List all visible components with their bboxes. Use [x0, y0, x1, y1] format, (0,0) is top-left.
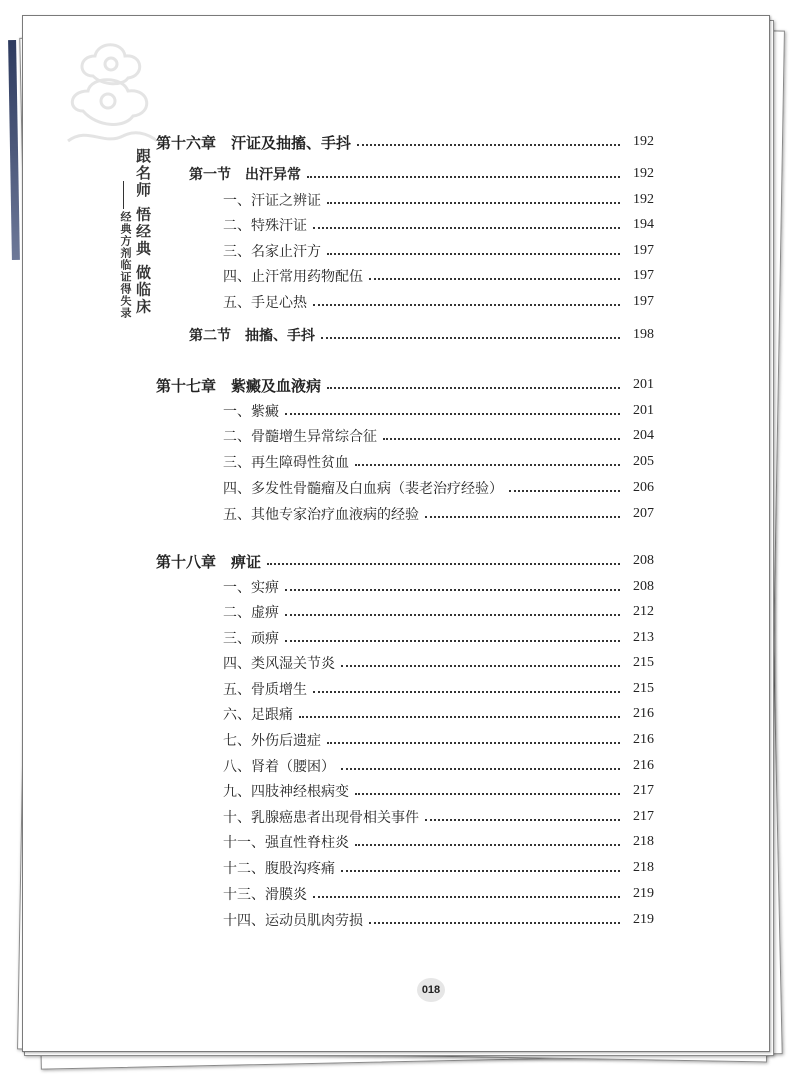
dot-leader	[425, 516, 620, 518]
toc-item	[223, 653, 654, 673]
dot-leader	[355, 844, 620, 846]
toc-page: 216	[633, 732, 654, 747]
toc-item	[223, 452, 654, 472]
toc-page: 207	[633, 506, 654, 521]
toc-page: 219	[633, 886, 654, 901]
toc-label: 第十七章 紫癜及血液病	[156, 375, 325, 396]
toc-item	[223, 577, 654, 597]
toc-label: 五、手足心热	[223, 292, 311, 312]
toc-page: 198	[633, 327, 654, 342]
toc-page: 206	[633, 480, 654, 495]
toc-item	[223, 292, 654, 312]
dot-leader	[321, 337, 620, 339]
toc-item	[223, 884, 654, 904]
toc-label: 第十八章 痹证	[156, 551, 265, 572]
dot-leader	[341, 665, 620, 667]
toc-page: 205	[633, 454, 654, 469]
toc-item	[223, 401, 654, 421]
dash-divider	[123, 181, 124, 209]
toc-page: 192	[633, 192, 654, 207]
toc-chapter	[156, 551, 654, 571]
dot-leader	[307, 176, 620, 178]
dot-leader	[313, 896, 620, 898]
book-subtitle: 经典方剂临证得失录	[119, 211, 132, 319]
toc-label: 二、骨髓增生异常综合征	[223, 426, 381, 446]
dot-leader	[327, 387, 620, 389]
toc-item	[223, 704, 654, 724]
toc-page: 208	[633, 579, 654, 594]
dot-leader	[357, 144, 620, 146]
toc-label: 一、紫癜	[223, 401, 283, 421]
toc-page: 212	[633, 604, 654, 619]
toc-item	[223, 628, 654, 648]
toc-label: 二、特殊汗证	[223, 215, 311, 235]
dot-leader	[299, 716, 620, 718]
toc-item	[223, 730, 654, 750]
dot-leader	[369, 278, 620, 280]
dot-leader	[313, 304, 620, 306]
dot-leader	[327, 253, 620, 255]
toc-page: 197	[633, 294, 654, 309]
dot-leader	[267, 563, 620, 565]
dot-leader	[509, 490, 620, 492]
toc-item	[223, 241, 654, 261]
toc-item	[223, 426, 654, 446]
toc-label: 四、类风湿关节炎	[223, 653, 339, 673]
toc-label: 第十六章 汗证及抽搐、手抖	[156, 132, 355, 153]
toc-page: 197	[633, 268, 654, 283]
series-title: 跟名师 悟经典 做临床	[134, 148, 152, 316]
toc-label: 三、名家止汗方	[223, 241, 325, 261]
dot-leader	[285, 589, 620, 591]
toc-page: 216	[633, 706, 654, 721]
toc-page: 201	[633, 377, 654, 392]
dot-leader	[313, 227, 620, 229]
toc-label: 五、骨质增生	[223, 679, 311, 699]
dot-leader	[425, 819, 620, 821]
toc-item	[223, 478, 654, 498]
toc-label: 第一节 出汗异常	[189, 164, 305, 184]
toc-page: 204	[633, 428, 654, 443]
toc-item	[223, 190, 654, 210]
toc-page: 218	[633, 860, 654, 875]
toc-page: 216	[633, 758, 654, 773]
dot-leader	[285, 640, 620, 642]
toc-page: 217	[633, 809, 654, 824]
toc-label: 九、四肢神经根病变	[223, 781, 353, 801]
dot-leader	[341, 870, 620, 872]
toc-item	[223, 832, 654, 852]
toc-item	[223, 807, 654, 827]
toc-page: 201	[633, 403, 654, 418]
toc-label: 四、多发性骨髓瘤及白血病（裴老治疗经验）	[223, 478, 507, 498]
toc-page: 218	[633, 834, 654, 849]
toc-item	[223, 266, 654, 286]
toc-label: 四、止汗常用药物配伍	[223, 266, 367, 286]
toc-label: 十四、运动员肌肉劳损	[223, 910, 367, 930]
dot-leader	[285, 413, 620, 415]
toc-page: 197	[633, 243, 654, 258]
toc-label: 第二节 抽搐、手抖	[189, 325, 319, 345]
dot-leader	[285, 614, 620, 616]
back-page-edge-blue	[8, 40, 20, 260]
dot-leader	[341, 768, 620, 770]
toc-label: 十二、腹股沟疼痛	[223, 858, 339, 878]
toc-section	[189, 325, 654, 345]
toc-item	[223, 910, 654, 930]
toc-item	[223, 602, 654, 622]
dot-leader	[327, 202, 620, 204]
toc-item	[223, 679, 654, 699]
toc-label: 三、顽痹	[223, 628, 283, 648]
toc-chapter	[156, 375, 654, 395]
toc-label: 八、肾着（腰困）	[223, 756, 339, 776]
toc-page: 208	[633, 553, 654, 568]
dot-leader	[327, 742, 620, 744]
toc-label: 三、再生障碍性贫血	[223, 452, 353, 472]
toc-chapter	[156, 132, 654, 152]
toc-page: 219	[633, 912, 654, 927]
book-page	[22, 15, 770, 1052]
page-number-badge: 018	[417, 978, 445, 1002]
toc-page: 215	[633, 655, 654, 670]
dot-leader	[355, 464, 620, 466]
toc-item	[223, 215, 654, 235]
toc-label: 十一、强直性脊柱炎	[223, 832, 353, 852]
toc-section	[189, 164, 654, 184]
toc-label: 一、汗证之辨证	[223, 190, 325, 210]
toc-label: 六、足跟痛	[223, 704, 297, 724]
toc-label: 五、其他专家治疗血液病的经验	[223, 504, 423, 524]
toc-page: 213	[633, 630, 654, 645]
toc-item	[223, 756, 654, 776]
toc-item	[223, 504, 654, 524]
toc-label: 七、外伤后遗症	[223, 730, 325, 750]
dot-leader	[383, 438, 620, 440]
toc-item	[223, 781, 654, 801]
toc-page: 192	[633, 166, 654, 181]
toc-label: 十三、滑膜炎	[223, 884, 311, 904]
toc-page: 215	[633, 681, 654, 696]
dot-leader	[313, 691, 620, 693]
dot-leader	[355, 793, 620, 795]
dot-leader	[369, 922, 620, 924]
toc-page: 194	[633, 217, 654, 232]
toc-item	[223, 858, 654, 878]
toc-label: 一、实痹	[223, 577, 283, 597]
toc-page: 192	[633, 134, 654, 149]
toc-label: 十、乳腺癌患者出现骨相关事件	[223, 807, 423, 827]
toc-page: 217	[633, 783, 654, 798]
toc-label: 二、虚痹	[223, 602, 283, 622]
